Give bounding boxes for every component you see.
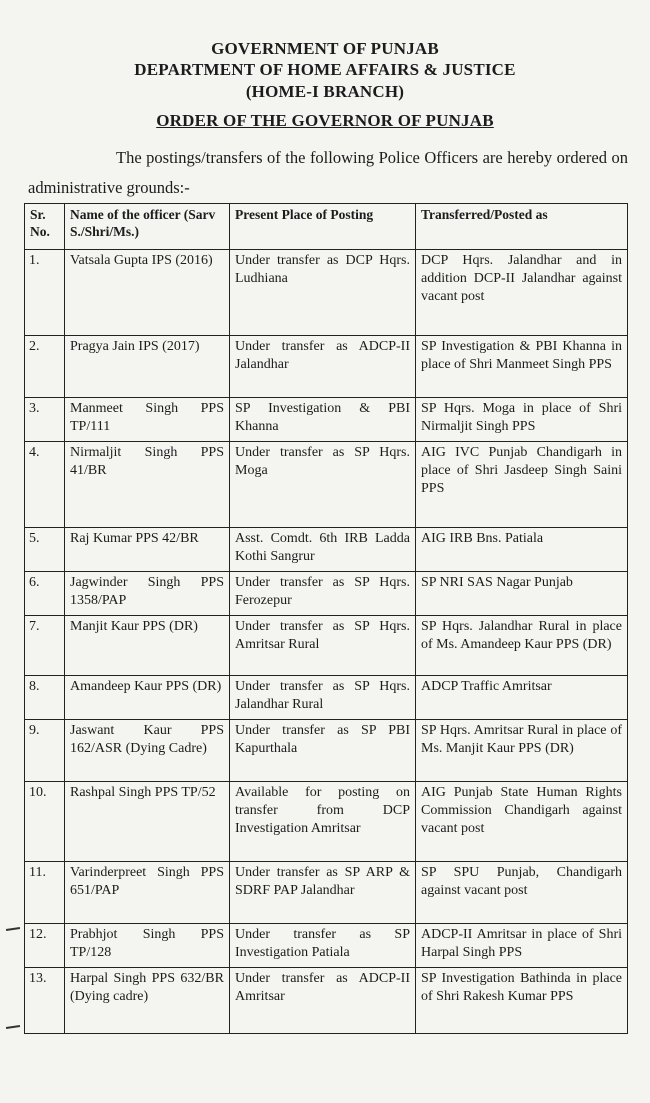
sr-no-cell: 13. — [25, 968, 65, 1034]
sr-no-cell: 4. — [25, 442, 65, 528]
transferred-as-cell: SP NRI SAS Nagar Punjab — [416, 572, 628, 616]
transferred-as-cell: AIG IVC Punjab Chandigarh in place of Shri Jasdeep Singh Saini PPS — [416, 442, 628, 528]
officer-name-cell: Rashpal Singh PPS TP/52 — [65, 782, 230, 862]
table-row — [25, 528, 628, 572]
transferred-as-cell: SP Hqrs. Moga in place of Shri Nirmaljit Singh PPS — [416, 398, 628, 442]
sr-no-cell: 11. — [25, 862, 65, 924]
sr-no-cell: 1. — [25, 250, 65, 336]
officer-name-cell: Varinderpreet Singh PPS 651/PAP — [65, 862, 230, 924]
sr-no-cell: 8. — [25, 676, 65, 720]
present-posting-cell: Under transfer as SP Hqrs. Amritsar Rural — [230, 616, 416, 676]
sr-no-cell: 9. — [25, 720, 65, 782]
present-posting-cell: Under transfer as SP Hqrs. Moga — [230, 442, 416, 528]
table-row — [25, 250, 628, 336]
present-posting-cell: Under transfer as SP Hqrs. Ferozepur — [230, 572, 416, 616]
transferred-as-cell: SP Investigation Bathinda in place of Shri Rakesh Kumar PPS — [416, 968, 628, 1034]
column-header-transferred-as: Transferred/Posted as — [416, 204, 628, 250]
order-title: ORDER OF THE GOVERNOR OF PUNJAB — [156, 111, 494, 130]
officer-name-cell: Nirmaljit Singh PPS 41/BR — [65, 442, 230, 528]
transferred-as-cell: DCP Hqrs. Jalandhar and in addition DCP-II Jalandhar against vacant post — [416, 250, 628, 336]
present-posting-cell: Under transfer as SP Hqrs. Jalandhar Rural — [230, 676, 416, 720]
sr-no-cell: 2. — [25, 336, 65, 398]
transferred-as-cell: SP Hqrs. Jalandhar Rural in place of Ms. Amandeep Kaur PPS (DR) — [416, 616, 628, 676]
present-posting-cell: Available for posting on transfer from DCP Investigation Amritsar — [230, 782, 416, 862]
officer-name-cell: Amandeep Kaur PPS (DR) — [65, 676, 230, 720]
table-row — [25, 336, 628, 398]
officer-name-cell: Pragya Jain IPS (2017) — [65, 336, 230, 398]
pen-margin-mark — [6, 927, 20, 931]
officer-name-cell: Vatsala Gupta IPS (2016) — [65, 250, 230, 336]
officer-name-cell: Jagwinder Singh PPS 1358/PAP — [65, 572, 230, 616]
transferred-as-cell: AIG Punjab State Human Rights Commission Chandigarh against vacant post — [416, 782, 628, 862]
table-row — [25, 720, 628, 782]
department-heading: DEPARTMENT OF HOME AFFAIRS & JUSTICE — [134, 60, 516, 79]
table-row — [25, 782, 628, 862]
present-posting-cell: Asst. Comdt. 6th IRB Ladda Kothi Sangrur — [230, 528, 416, 572]
table-header-row — [25, 204, 628, 250]
table-row — [25, 442, 628, 528]
table-row — [25, 676, 628, 720]
intro-paragraph: The postings/transfers of the following Police Officers are hereby ordered on administrative grounds:- — [28, 148, 628, 197]
transfer-table — [24, 203, 628, 1034]
officer-name-cell: Manjit Kaur PPS (DR) — [65, 616, 230, 676]
sr-no-cell: 7. — [25, 616, 65, 676]
officer-name-cell: Jaswant Kaur PPS 162/ASR (Dying Cadre) — [65, 720, 230, 782]
sr-no-cell: 6. — [25, 572, 65, 616]
column-header-sr-no: Sr. No. — [25, 204, 65, 250]
table-row — [25, 968, 628, 1034]
transferred-as-cell: ADCP-II Amritsar in place of Shri Harpal Singh PPS — [416, 924, 628, 968]
transferred-as-cell: SP Hqrs. Amritsar Rural in place of Ms. Manjit Kaur PPS (DR) — [416, 720, 628, 782]
present-posting-cell: SP Investigation & PBI Khanna — [230, 398, 416, 442]
present-posting-cell: Under transfer as ADCP-II Amritsar — [230, 968, 416, 1034]
present-posting-cell: Under transfer as SP Investigation Patiala — [230, 924, 416, 968]
table-row — [25, 616, 628, 676]
present-posting-cell: Under transfer as SP PBI Kapurthala — [230, 720, 416, 782]
sr-no-cell: 12. — [25, 924, 65, 968]
table-row — [25, 572, 628, 616]
transferred-as-cell: SP Investigation & PBI Khanna in place of Shri Manmeet Singh PPS — [416, 336, 628, 398]
transferred-as-cell: SP SPU Punjab, Chandigarh against vacant post — [416, 862, 628, 924]
pen-margin-mark — [6, 1025, 20, 1029]
officer-name-cell: Harpal Singh PPS 632/BR (Dying cadre) — [65, 968, 230, 1034]
column-header-officer-name: Name of the officer (Sarv S./Shri/Ms.) — [65, 204, 230, 250]
sr-no-cell: 3. — [25, 398, 65, 442]
sr-no-cell: 10. — [25, 782, 65, 862]
table-row — [25, 862, 628, 924]
transferred-as-cell: AIG IRB Bns. Patiala — [416, 528, 628, 572]
officer-name-cell: Prabhjot Singh PPS TP/128 — [65, 924, 230, 968]
present-posting-cell: Under transfer as DCP Hqrs. Ludhiana — [230, 250, 416, 336]
table-row — [25, 398, 628, 442]
column-header-present-posting: Present Place of Posting — [230, 204, 416, 250]
table-row — [25, 924, 628, 968]
present-posting-cell: Under transfer as SP ARP & SDRF PAP Jalandhar — [230, 862, 416, 924]
sr-no-cell: 5. — [25, 528, 65, 572]
officer-name-cell: Raj Kumar PPS 42/BR — [65, 528, 230, 572]
present-posting-cell: Under transfer as ADCP-II Jalandhar — [230, 336, 416, 398]
government-heading: GOVERNMENT OF PUNJAB — [211, 39, 439, 58]
table-body — [25, 250, 628, 1034]
transferred-as-cell: ADCP Traffic Amritsar — [416, 676, 628, 720]
branch-heading: (HOME-I BRANCH) — [245, 82, 405, 101]
officer-name-cell: Manmeet Singh PPS TP/111 — [65, 398, 230, 442]
